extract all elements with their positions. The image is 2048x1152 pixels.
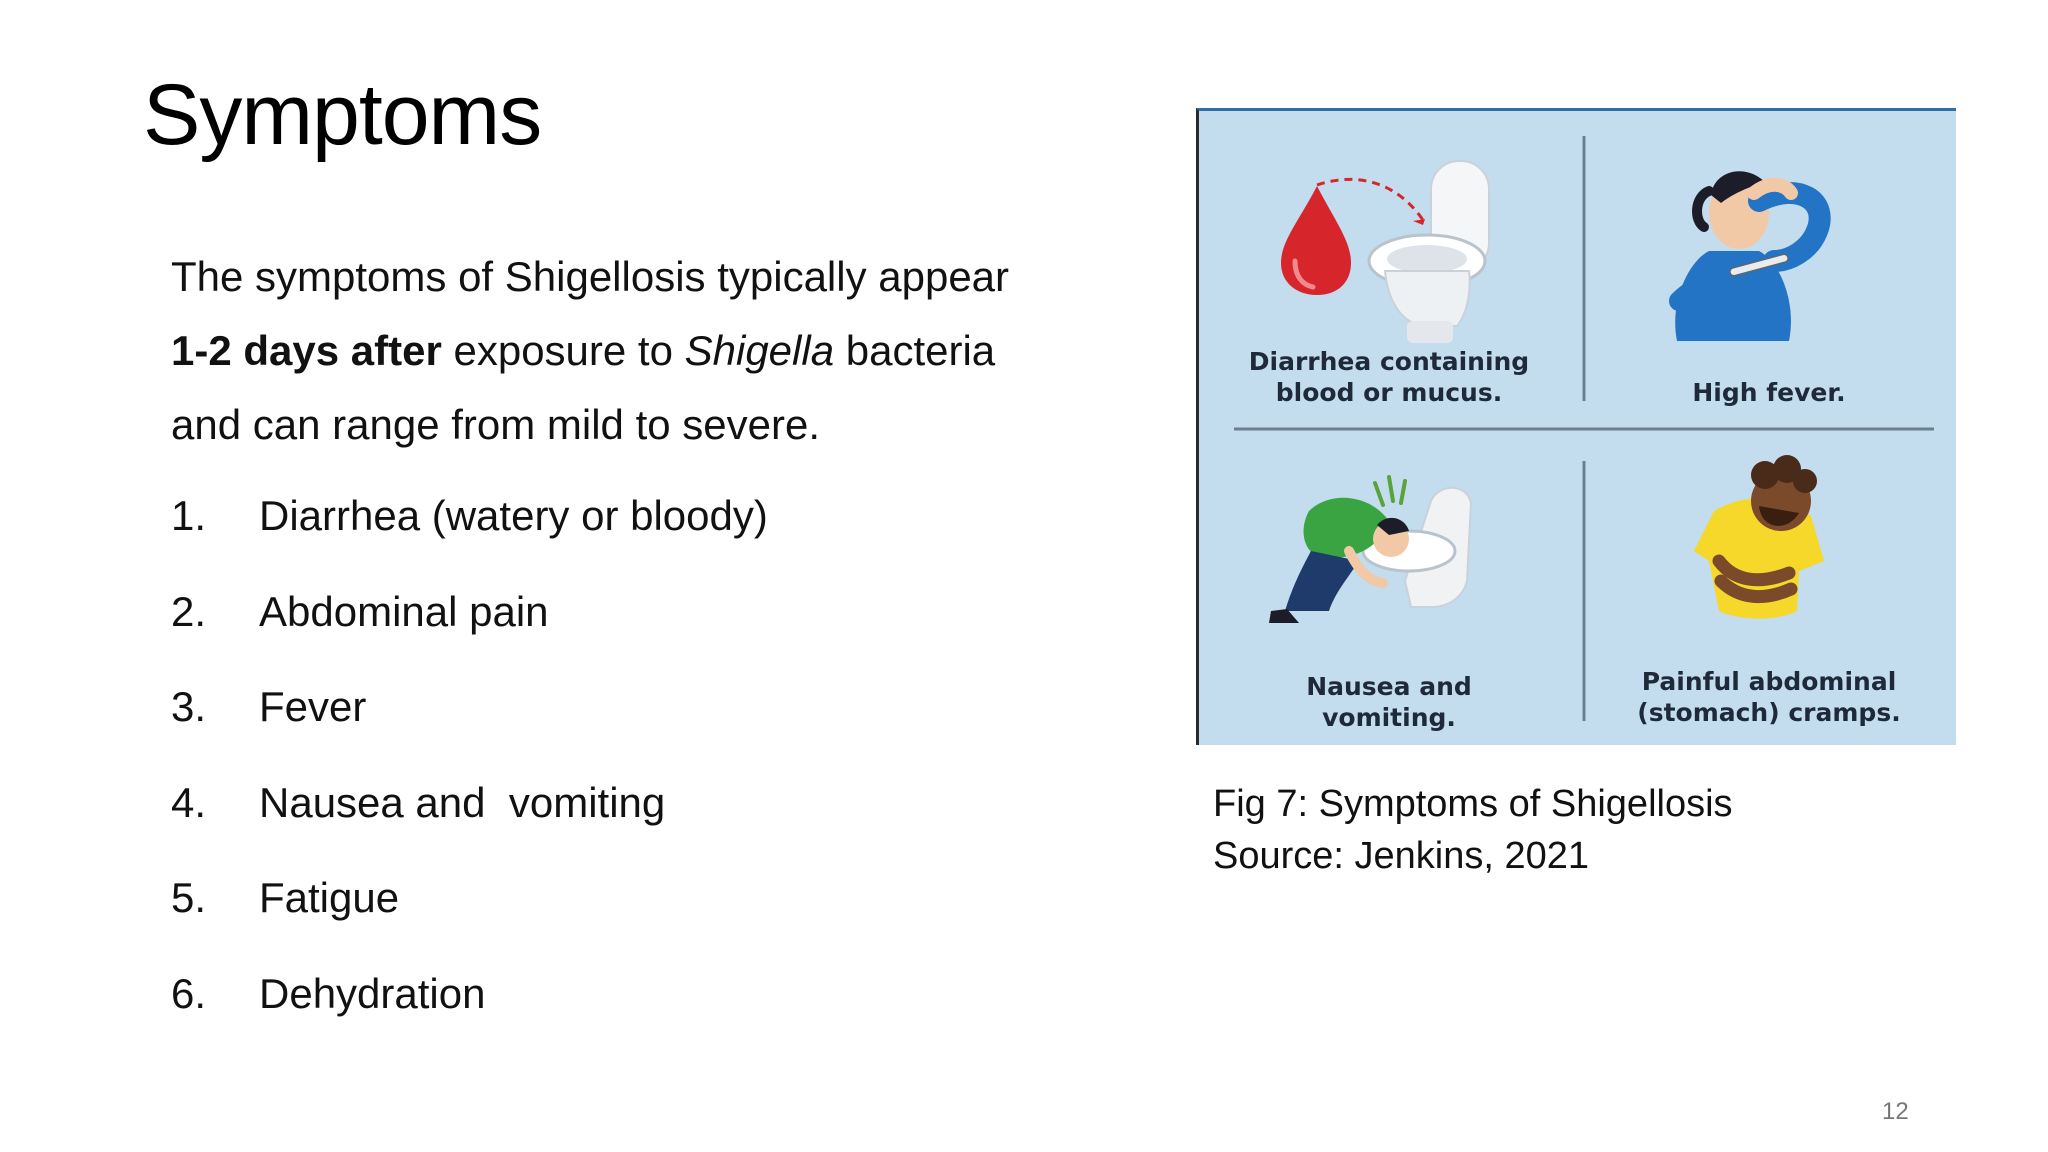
- list-item-text: Nausea and vomiting: [259, 778, 666, 826]
- slide-title: Symptoms: [143, 67, 542, 163]
- panel-label-line: Nausea and: [1306, 672, 1472, 701]
- list-item-text: Fatigue: [259, 874, 400, 921]
- intro-line-3: and can range from mild to severe.: [171, 401, 820, 448]
- intro-line-1: The symptoms of Shigellosis typically appear: [171, 253, 1010, 300]
- list-item: [171, 486, 1071, 582]
- panel-label-cramps: [1614, 666, 1924, 728]
- panel-label-line: Diarrhea containing: [1248, 347, 1530, 376]
- list-item: [171, 964, 1071, 1060]
- fever-thermometer-icon: [1675, 171, 1819, 341]
- list-item-number: 3.: [171, 683, 207, 730]
- panel-label-line: blood or mucus.: [1275, 378, 1503, 407]
- symptom-list: [171, 486, 1071, 1059]
- list-item: [171, 773, 1071, 869]
- list-item-number: 2.: [171, 587, 207, 635]
- list-item: [171, 868, 1071, 964]
- list-item-number: 6.: [171, 969, 207, 1017]
- toilet-blood-drop-icon: [1281, 161, 1489, 343]
- list-item: [171, 582, 1071, 678]
- list-item-text: Dehydration: [259, 969, 486, 1017]
- panel-label-nausea: [1239, 671, 1539, 733]
- stomach-cramp-person-icon: [1694, 455, 1824, 619]
- intro-paragraph: [171, 240, 1131, 462]
- list-item-number: 4.: [171, 778, 207, 826]
- vomiting-person-icon: [1269, 477, 1471, 623]
- list-item-number: 1.: [171, 492, 207, 539]
- list-item: [171, 677, 1071, 773]
- panel-label-line: vomiting.: [1322, 703, 1456, 732]
- list-item-text: Fever: [259, 683, 367, 730]
- list-item-number: 5.: [171, 874, 207, 921]
- intro-mid-text: exposure to: [441, 327, 685, 374]
- panel-label-line: Painful abdominal: [1641, 667, 1897, 696]
- page-number: 12: [1882, 1098, 1909, 1125]
- intro-after-text: bacteria: [834, 327, 996, 374]
- intro-italic-text: Shigella: [684, 327, 835, 374]
- intro-bold-text: 1-2 days after: [171, 327, 442, 374]
- list-item-text: Diarrhea (watery or bloody): [259, 492, 768, 539]
- symptoms-illustration: [1199, 111, 1956, 745]
- figure-caption: [1213, 778, 1733, 882]
- list-item-text: Abdominal pain: [259, 587, 549, 635]
- panel-label-fever: [1629, 377, 1909, 408]
- symptoms-figure: [1196, 108, 1956, 745]
- caption-title: Fig 7: Symptoms of Shigellosis: [1213, 783, 1733, 825]
- panel-label-line: (stomach) cramps.: [1637, 698, 1901, 727]
- panel-label-diarrhea: [1239, 346, 1539, 408]
- caption-source: Source: Jenkins, 2021: [1213, 835, 1590, 877]
- intro-line-2: [171, 314, 1131, 388]
- panel-label-line: High fever.: [1692, 378, 1846, 407]
